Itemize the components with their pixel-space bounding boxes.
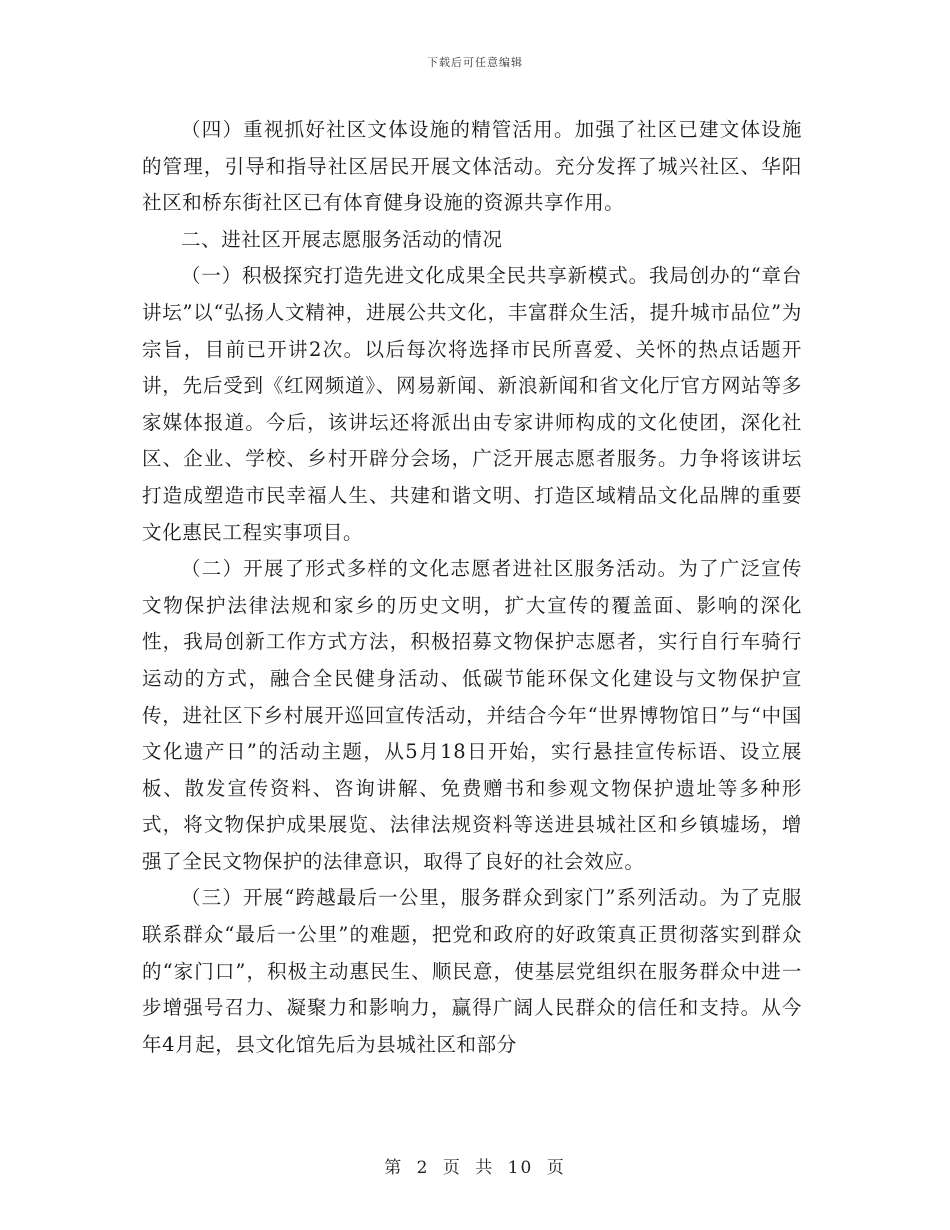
paragraph-subsection-3: （三）开展“跨越最后一公里，服务群众到家门”系列活动。为了克服联系群众“最后一公里”的难题，把党和政府的好政策真正贯彻落实到群众的“家门口”，积极主动惠民生、顺民意，使基层党组织在服务群众中进一步增强号召力、凝聚力和影响力，赢得广阔人民群众的信任和支持。从今年4月起，县文化馆先后为县城社区和部分 (142, 886, 802, 1056)
paragraph-subsection-2: （二）开展了形式多样的文化志愿者进社区服务活动。为了广泛宣传文物保护法律法规和家乡的历史文明，扩大宣传的覆盖面、影响的深化性，我局创新工作方式方法，积极招募文物保护志愿者，实行自行车骑行运动的方式，融合全民健身活动、低碳节能环保文化建设与文物保护宣传，进社区下乡村展开巡回宣传活动，并结合今年“世界博物馆日”与“中国文化遗产日”的活动主题，从5月18日开始，实行悬挂宣传标语、设立展板、散发宣传资料、咨询讲解、免费赠书和参观文物保护遗址等多种形式，将文物保护成果展览、法律法规资料等送进县城社区和乡镇墟场，增强了全民文物保护的法律意识，取得了良好的社会效应。 (142, 557, 802, 873)
paragraph-section-4: （四）重视抓好社区文体设施的精管活用。加强了社区已建文体设施的管理，引导和指导社区居民开展文体活动。充分发挥了城兴社区、华阳社区和桥东街社区已有体育健身设施的资源共享作用。 (142, 118, 802, 215)
page-number-footer: 第 2 页 共 10 页 (384, 1158, 566, 1178)
page-header-note: 下载后可任意编辑 (427, 56, 523, 69)
section-heading-volunteer-services: 二、进社区开展志愿服务活动的情况 (181, 227, 503, 251)
paragraph-subsection-1: （一）积极探究打造先进文化成果全民共享新模式。我局创办的“章台讲坛”以“弘扬人文精神，进展公共文化，丰富群众生活，提升城市品位”为宗旨，目前已开讲2次。以后每次将选择市民所喜爱、关怀的热点话题开讲，先后受到《红网频道》、网易新闻、新浪新闻和省文化厅官方网站等多家媒体报道。今后，该讲坛还将派出由专家讲师构成的文化使团，深化社区、企业、学校、乡村开辟分会场，广泛开展志愿者服务。力争将该讲坛打造成塑造市民幸福人生、共建和谐文明、打造区域精品文化品牌的重要文化惠民工程实事项目。 (142, 264, 802, 544)
document-body (142, 112, 802, 1063)
